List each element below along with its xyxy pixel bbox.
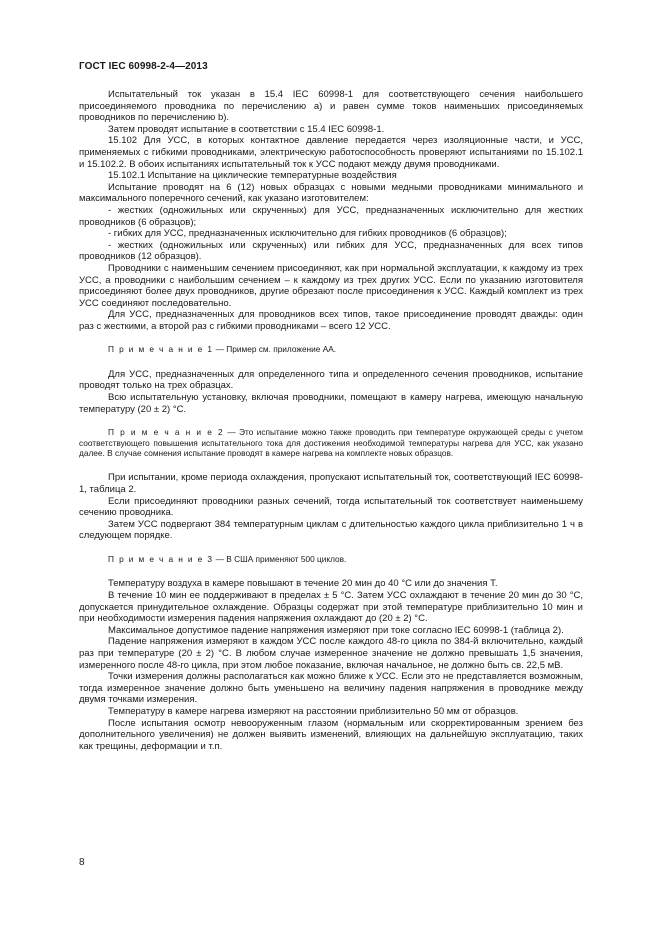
paragraph: Максимальное допустимое падение напряжения измеряют при токе согласно IEC 60998-1 (таблица 2). [108,624,564,636]
note-label: П р и м е ч а н и е 2 [108,427,224,438]
clause-15-102-1-heading: 15.102.1 Испытание на циклические температурные воздействия [108,170,397,182]
paragraph: В течение 10 мин ее поддерживают в пределах ± 5 °С. Затем УСС охлаждают в течение 20 мин до 30 °С, допускается принудительное охлаждение. Образцы содержат при этой температуре приблизительно 10 мин и при необходимости измерения падения напряжения охлаждают до (20 ± 2) °С. [79,590,583,625]
note-text: — Пример см. приложение АА. [213,344,337,355]
clause-15-102: 15.102 Для УСС, в которых контактное давление передается через изоляционные части, и УСС, применяемых с гибкими проводниками, электрическую работоспособность проверяют испытаниями по 15.102.1 и 15.102.2. В обоих испытаниях испытательный ток к УСС подают между двумя проводниками. [79,135,583,170]
paragraph: Затем проводят испытание в соответствии с 15.4 IEC 60998-1. [108,123,385,135]
paragraph: Испытательный ток указан в 15.4 IEC 60998-1 для соответствующего сечения наибольшего присоединяемого проводника по перечислению а) и равен сумме токов наименьших присоединяемых проводников по перечислению b). [79,89,583,124]
paragraph: Точки измерения должны располагаться как можно ближе к УСС. Если это не представляется возможным, тогда измеренное значение должно быть уменьшено на величину падения напряжения в проводнике между двумя точками измерения. [79,671,583,706]
standard-header: ГОСТ IEC 60998-2-4—2013 [79,61,208,72]
list-item: - жестких (одножильных или скрученных) или гибких для УСС, предназначенных для всех типов проводников (12 образцов). [79,239,583,263]
paragraph: Для УСС, предназначенных для проводников всех типов, такое присоединение проводят дважды: один раз с жесткими, а второй раз с гибкими проводниками – всего 12 УСС. [79,309,583,332]
paragraph: Всю испытательную установку, включая проводники, помещают в камеру нагрева, имеющую начальную температуру (20 ± 2) °С. [79,392,583,415]
list-item: - жестких (одножильных или скрученных) для УСС, предназначенных исключительно для жестких проводников (6 образцов); [79,204,583,228]
note-label: П р и м е ч а н и е 3 [108,554,214,565]
paragraph: Падение напряжения измеряют в каждом УСС после каждого 48-го цикла по 384-й включительно, каждый раз при температуре (20 ± 2) °С. В любом случае измеренное значение не должно превышать 1,5 значения, измеренного после 48-го цикла, при этом любое показание, включая начальное, не должно быть св. 22,5 мВ. [79,636,583,671]
paragraph: Испытание проводят на 6 (12) новых образцах с новыми медными проводниками минимального и максимального поперечного сечений, как указано изготовителем: [79,181,583,205]
note-2 [79,427,583,458]
body-text [79,89,583,752]
paragraph: Затем УСС подвергают 384 температурным циклам с длительностью каждого цикла приблизительно 1 ч в следующем порядке. [79,518,583,542]
list-item: - гибких для УСС, предназначенных исключительно для гибких проводников (6 образцов); [108,228,507,240]
paragraph: Проводники с наименьшим сечением присоединяют, как при нормальной эксплуатации, к каждому из трех УСС, а проводники с наибольшим сечением – к каждому из трех других УСС. Если по указанию изготовителя присоединяют более двух проводников, другие обрезают после присоединения к УСС. Каждый комплект из трех УСС соединяют последовательно. [79,262,583,309]
paragraph: Температуру в камере нагрева измеряют на расстоянии приблизительно 50 мм от образцов. [108,705,519,717]
paragraph: Температуру воздуха в камере повышают в течение 20 мин до 40 °С или до значения Т. [108,578,498,590]
paragraph: Для УСС, предназначенных для определенного типа и определенного сечения проводников, испытание проводят только на трех образцах. [79,368,583,392]
note-text: — В США применяют 500 циклов. [213,554,347,565]
note-3 [79,554,583,564]
page-number: 8 [79,857,85,868]
note-label: П р и м е ч а н и е 1 [108,344,214,355]
note-1 [79,344,583,354]
paragraph: При испытании, кроме периода охлаждения, пропускают испытательный ток, соответствующий IEC 60998-1, таблица 2. [79,472,583,496]
paragraph: После испытания осмотр невооруженным глазом (нормальным или скорректированным зрением без дополнительного увеличения) не должен выявить изменений, влияющих на дальнейшую эксплуатацию, таких как трещины, деформации и т.п. [79,717,583,752]
paragraph: Если присоединяют проводники разных сечений, тогда испытательный ток соответствует наименьшему сечению проводника. [79,495,583,519]
note-text: — Это испытание можно также проводить при температуре окружающей среды с учетом соответствующего повышения испытательного тока для достижения необходимой температуры нагрева для УСС, как указано далее. В случае сомнения испытание проводят в камере нагрева на комплекте новых образцов. [79,427,583,459]
